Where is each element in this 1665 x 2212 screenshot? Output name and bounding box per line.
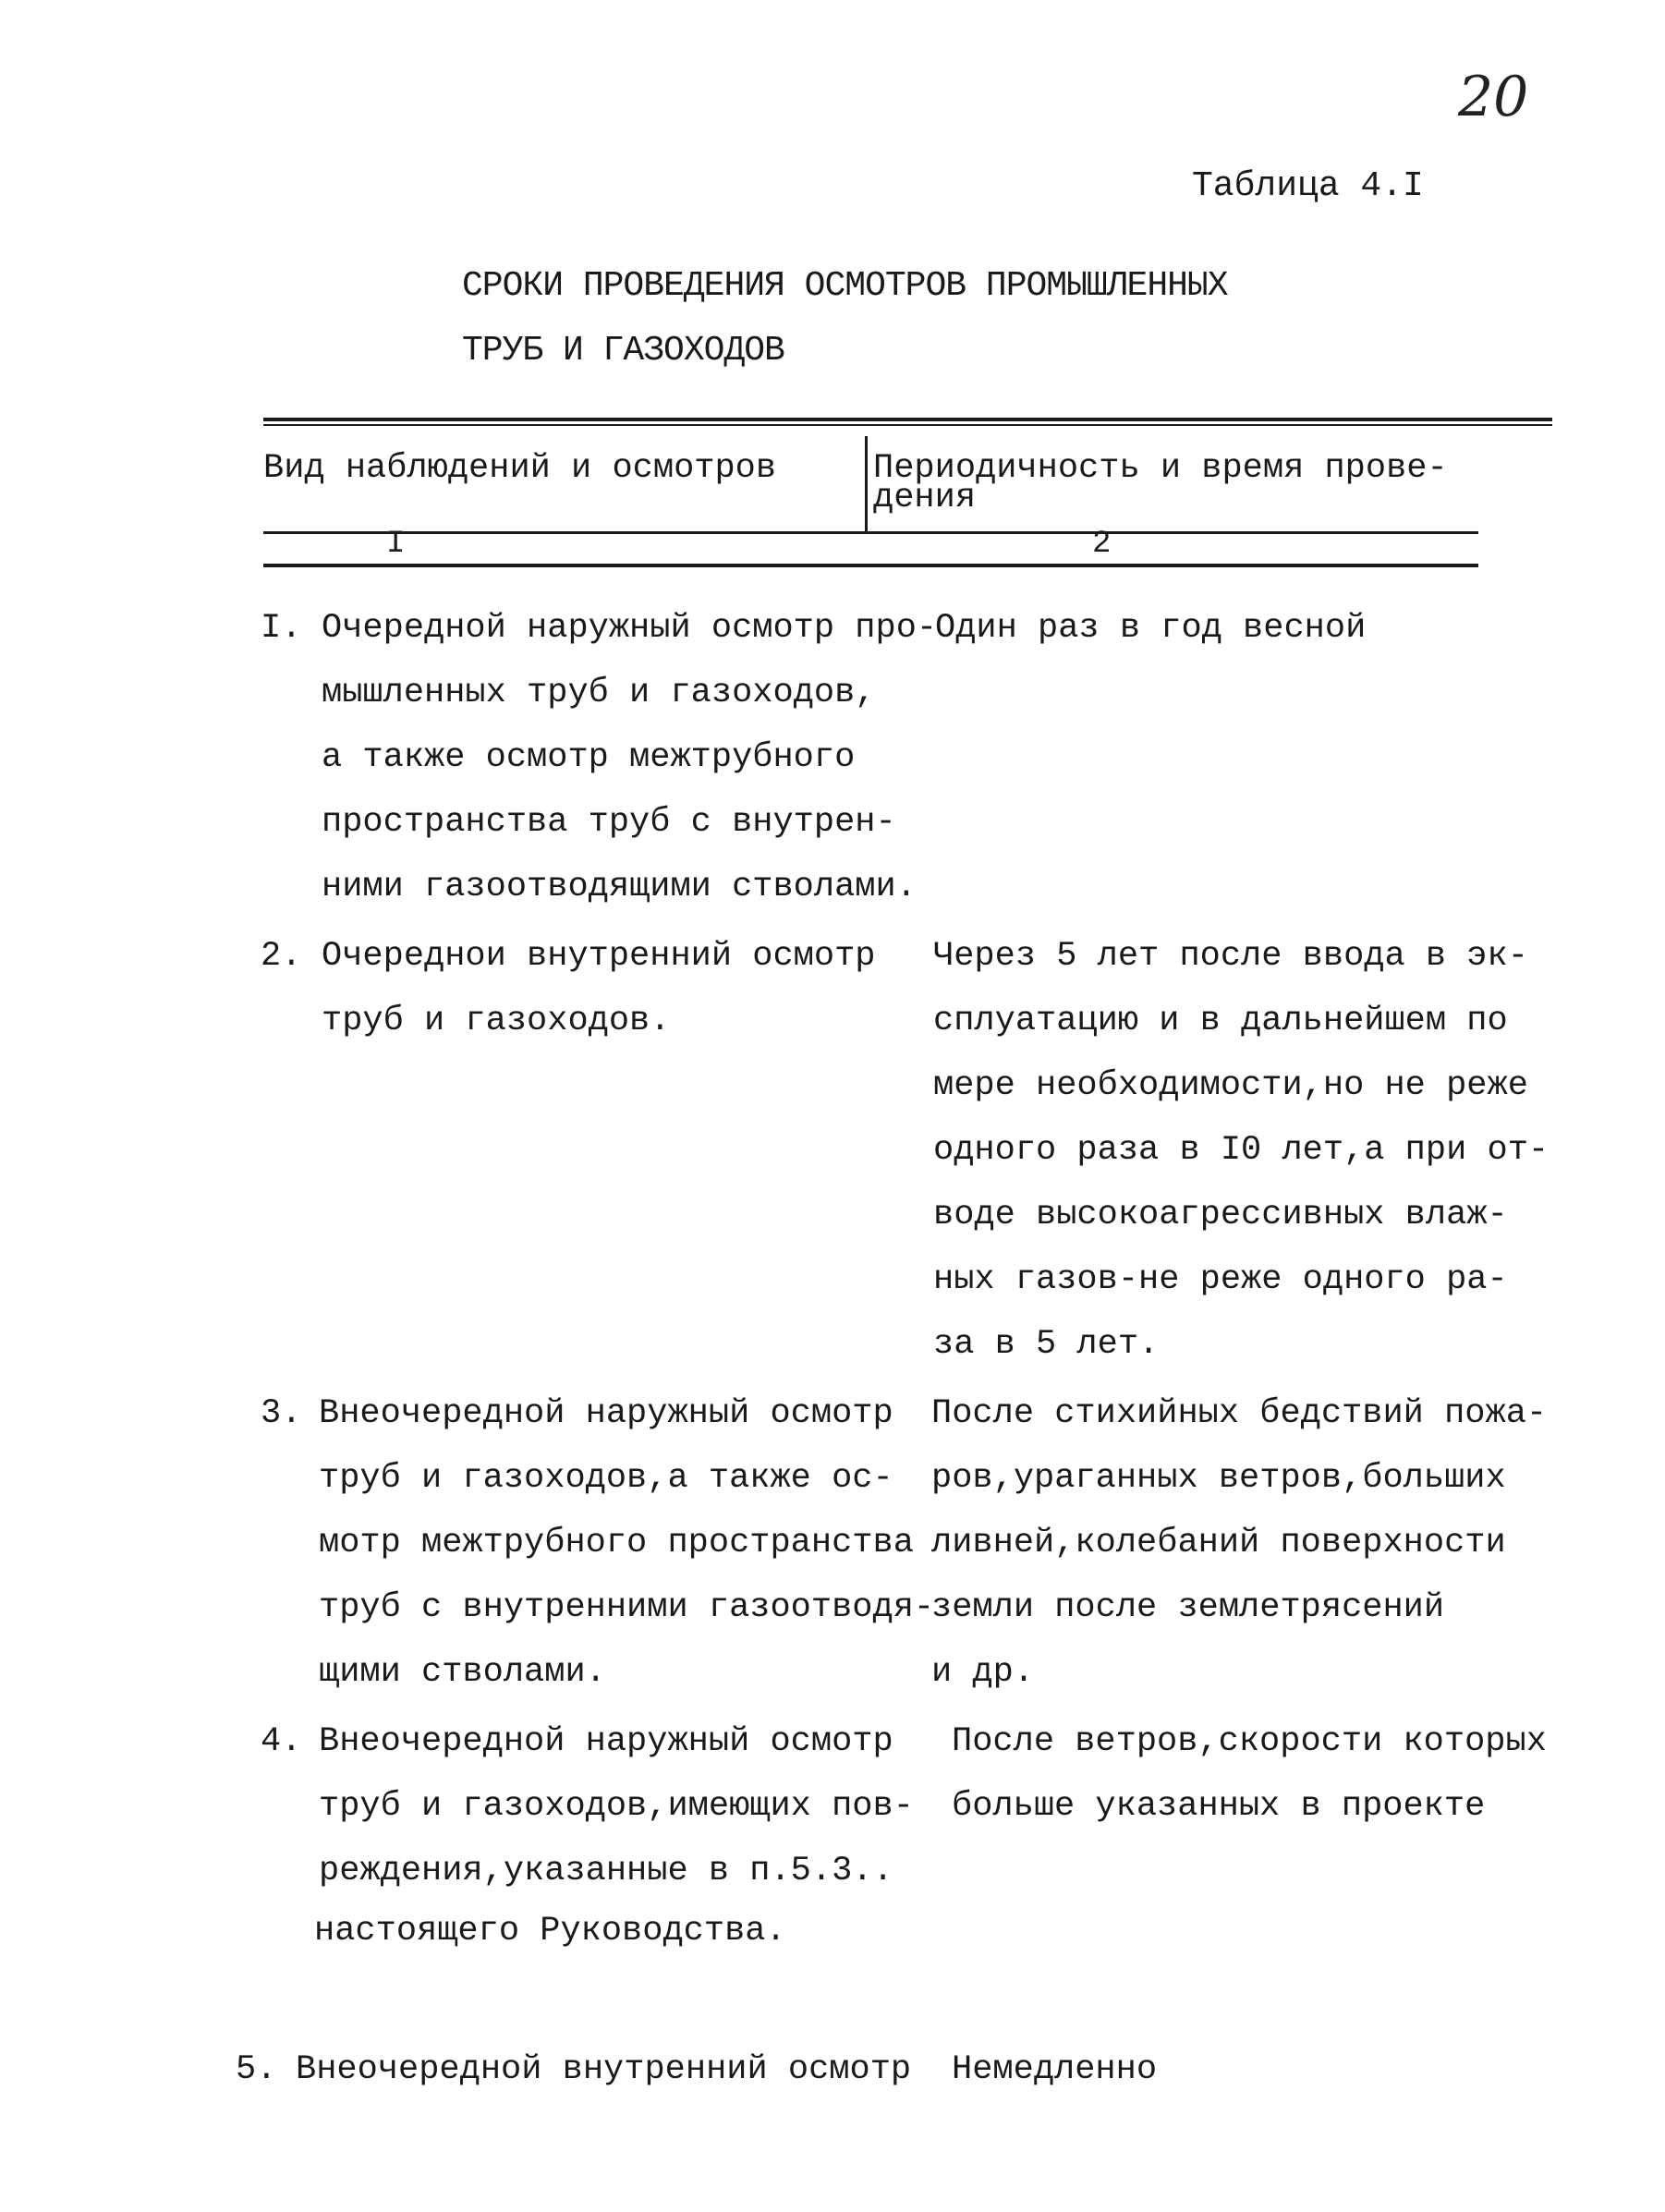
numbering-bottom-rule	[263, 564, 1478, 567]
row-3-col2-line: и др.	[931, 1653, 1035, 1692]
row-3-col2-line: земли после землетрясений	[931, 1588, 1445, 1627]
row-3-col1-line: щими стволами.	[319, 1653, 606, 1692]
row-2-col1-line: Очереднои внутренний осмотр	[322, 937, 876, 976]
row-1-col1-line: пространства труб с внутрен-	[322, 803, 896, 842]
table-title-line-2: ТРУБ И ГАЗОХОДОВ	[462, 331, 784, 371]
column-1-number: I	[386, 527, 406, 562]
column-2-header-line-2: дения	[873, 479, 977, 517]
table-top-rule-thin	[263, 424, 1552, 426]
column-2-header-line-1: Периодичность и время прове-	[873, 449, 1448, 488]
row-3-col2-line: ров,ураганных ветров,больших	[931, 1459, 1506, 1498]
row-4-col1-line: настоящего Руководства.	[314, 1912, 786, 1951]
row-1-col2-line: Один раз в год весной	[935, 609, 1367, 648]
row-2-col2-line: сплуатацию и в дальнейшем по	[933, 1002, 1508, 1040]
table-top-rule	[263, 418, 1552, 421]
row-5-col1-line: Внеочередной внутренний осмотр	[296, 2050, 912, 2089]
column-2-number: 2	[1092, 527, 1112, 562]
row-1-col1-line: ними газоотводящими стволами.	[322, 868, 917, 906]
row-3-col1-line: труб и газоходов,а также ос-	[319, 1459, 893, 1498]
row-number: 3.	[261, 1394, 302, 1433]
row-2-col2-line: за в 5 лет.	[933, 1325, 1160, 1364]
row-3-col2-line: После стихийных бедствий пожа-	[931, 1394, 1548, 1433]
row-4-col1-line: реждения,указанные в п.5.3..	[319, 1852, 893, 1890]
row-2-col2-line: ных газов-не реже одного ра-	[933, 1260, 1508, 1299]
row-1-col1-line: Очередной наружный осмотр про-	[322, 609, 938, 648]
row-5-col2-line: Немедленно	[952, 2050, 1158, 2089]
table-label: Таблица 4.I	[1192, 166, 1424, 206]
row-2-col1-line: труб и газоходов.	[322, 1002, 671, 1040]
row-4-col2-line: После ветров,скорости которых	[952, 1722, 1547, 1761]
table-title-line-1: СРОКИ ПРОВЕДЕНИЯ ОСМОТРОВ ПРОМЫШЛЕННЫХ	[462, 266, 1228, 306]
row-number: 5.	[236, 2050, 277, 2089]
row-2-col2-line: воде высокоагрессивных влаж-	[933, 1196, 1508, 1234]
row-number: 2.	[261, 937, 302, 976]
row-4-col1-line: Внеочередной наружный осмотр	[319, 1722, 893, 1761]
column-1-header: Вид наблюдений и осмотров	[263, 449, 777, 488]
row-number: I.	[261, 609, 302, 648]
row-3-col2-line: ливней,колебаний поверхности	[931, 1524, 1506, 1562]
row-3-col1-line: труб с внутренними газоотводя-	[319, 1588, 935, 1627]
row-1-col1-line: а также осмотр межтрубного	[322, 738, 856, 777]
header-column-divider	[865, 436, 868, 534]
header-bottom-rule	[263, 531, 1478, 534]
row-2-col2-line: Через 5 лет после ввода в эк-	[933, 937, 1528, 976]
row-2-col2-line: одного раза в I0 лет,а при от-	[933, 1131, 1550, 1170]
row-3-col1-line: Внеочередной наружный осмотр	[319, 1394, 893, 1433]
row-3-col1-line: мотр межтрубного пространства	[319, 1524, 914, 1562]
row-2-col2-line: мере необходимости,но не реже	[933, 1066, 1528, 1105]
row-4-col1-line: труб и газоходов,имеющих пов-	[319, 1787, 914, 1826]
page-number: 20	[1458, 65, 1529, 129]
row-4-col2-line: больше указанных в проекте	[952, 1787, 1486, 1826]
row-number: 4.	[261, 1722, 302, 1761]
row-1-col1-line: мышленных труб и газоходов,	[322, 674, 876, 712]
